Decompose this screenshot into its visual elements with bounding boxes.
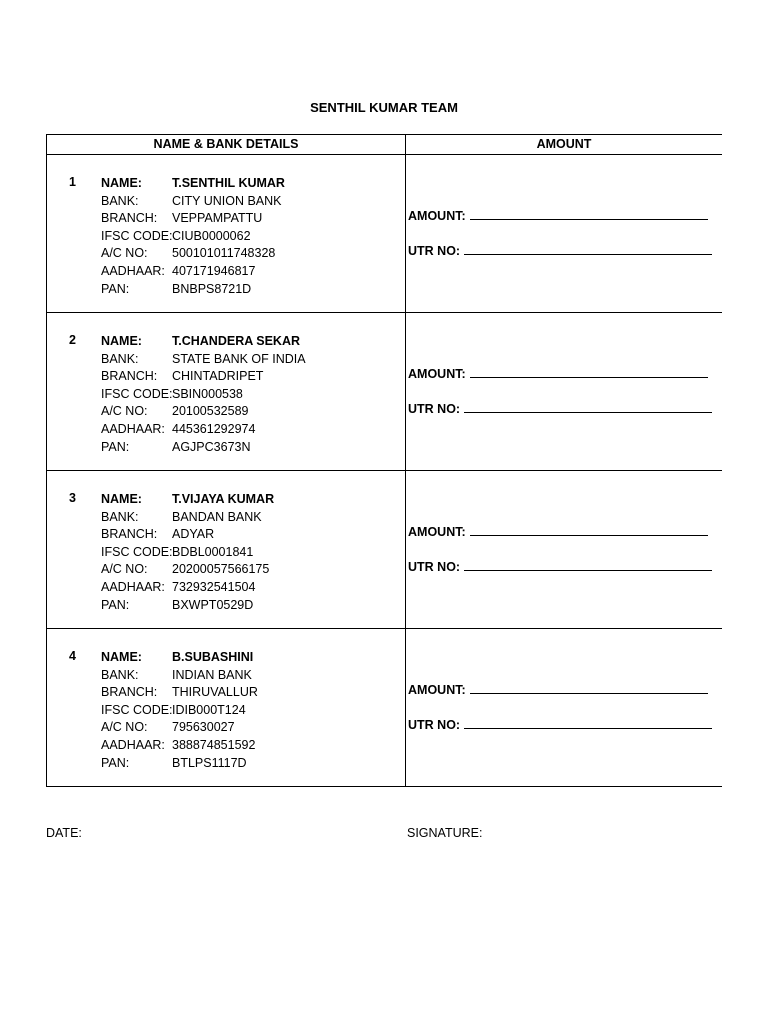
amount-cell [406, 155, 722, 312]
ifsc-label: IFSC CODE: [101, 386, 173, 401]
details-fields [101, 649, 258, 772]
bank-label: BANK: [101, 193, 139, 208]
ifsc-label: IFSC CODE: [101, 228, 173, 243]
aadhaar-value: 407171946817 [172, 263, 256, 278]
row-number: 4 [69, 649, 76, 663]
amount-field[interactable] [408, 525, 708, 539]
aadhaar-label: AADHAAR: [101, 421, 165, 436]
utr-blank-line[interactable] [464, 402, 712, 413]
bank-label: BANK: [101, 509, 139, 524]
ac-label: A/C NO: [101, 404, 148, 419]
amount-field[interactable] [408, 683, 708, 697]
document-title: SENTHIL KUMAR TEAM [310, 100, 458, 115]
name-value: T.VIJAYA KUMAR [172, 492, 275, 506]
utr-field[interactable] [408, 560, 712, 574]
ifsc-value: CIUB0000062 [172, 228, 251, 243]
table-header [47, 135, 722, 155]
table-row [47, 471, 722, 629]
name-label: NAME: [101, 492, 142, 506]
branch-label: BRANCH: [101, 211, 158, 226]
name-value: T.SENTHIL KUMAR [172, 176, 285, 190]
utr-field[interactable] [408, 718, 712, 732]
ac-value: 20200057566175 [172, 562, 270, 577]
utr-label: UTR NO: [408, 718, 461, 732]
ifsc-label: IFSC CODE: [101, 702, 173, 717]
amount-cell [406, 629, 722, 786]
ac-value: 500101011748328 [172, 246, 276, 261]
branch-label: BRANCH: [101, 685, 158, 700]
signature-label: SIGNATURE: [407, 826, 483, 840]
ac-value: 795630027 [172, 720, 235, 735]
table-row [47, 155, 722, 313]
amount-label: AMOUNT: [408, 367, 466, 381]
ifsc-value: SBIN000538 [172, 386, 243, 401]
bank-label: BANK: [101, 667, 139, 682]
ac-value: 20100532589 [172, 404, 249, 419]
pan-label: PAN: [101, 597, 130, 612]
table-row [47, 313, 722, 471]
ifsc-label: IFSC CODE: [101, 544, 173, 559]
branch-value: ADYAR [172, 527, 215, 542]
aadhaar-value: 388874851592 [172, 737, 256, 752]
branch-value: THIRUVALLUR [172, 685, 258, 700]
details-cell [47, 313, 406, 470]
ac-label: A/C NO: [101, 720, 148, 735]
aadhaar-label: AADHAAR: [101, 579, 165, 594]
details-cell [47, 155, 406, 312]
aadhaar-value: 732932541504 [172, 579, 256, 594]
branch-value: CHINTADRIPET [172, 369, 264, 384]
amount-label: AMOUNT: [408, 209, 466, 223]
bank-value: STATE BANK OF INDIA [172, 351, 306, 366]
date-label: DATE: [46, 826, 82, 840]
amount-blank-line[interactable] [470, 683, 708, 694]
amount-field[interactable] [408, 367, 708, 381]
details-fields [101, 491, 274, 614]
name-label: NAME: [101, 334, 142, 348]
branch-label: BRANCH: [101, 527, 158, 542]
table-row [47, 629, 722, 787]
details-fields [101, 175, 285, 298]
utr-label: UTR NO: [408, 560, 461, 574]
row-number: 2 [69, 333, 76, 347]
aadhaar-label: AADHAAR: [101, 737, 165, 752]
header-amount: AMOUNT [536, 137, 592, 151]
bank-value: INDIAN BANK [172, 667, 252, 682]
name-value: B.SUBASHINI [172, 650, 254, 664]
branch-value: VEPPAMPATTU [172, 211, 263, 226]
amount-field[interactable] [408, 209, 708, 223]
branch-label: BRANCH: [101, 369, 158, 384]
pan-label: PAN: [101, 755, 130, 770]
amount-label: AMOUNT: [408, 683, 466, 697]
aadhaar-value: 445361292974 [172, 421, 256, 436]
bank-value: CITY UNION BANK [172, 193, 282, 208]
details-fields [101, 333, 306, 456]
aadhaar-label: AADHAAR: [101, 263, 165, 278]
amount-blank-line[interactable] [470, 525, 708, 536]
utr-label: UTR NO: [408, 402, 461, 416]
pan-value: BTLPS1117D [172, 755, 247, 770]
amount-cell [406, 313, 722, 470]
header-details: NAME & BANK DETAILS [47, 135, 406, 154]
pan-label: PAN: [101, 439, 130, 454]
utr-blank-line[interactable] [464, 718, 712, 729]
utr-field[interactable] [408, 244, 712, 258]
row-number: 3 [69, 491, 76, 505]
details-cell [47, 471, 406, 628]
ac-label: A/C NO: [101, 562, 148, 577]
ifsc-value: IDIB000T124 [172, 702, 246, 717]
name-label: NAME: [101, 176, 142, 190]
team-table [46, 134, 722, 787]
utr-blank-line[interactable] [464, 244, 712, 255]
pan-value: BNBPS8721D [172, 281, 252, 296]
name-value: T.CHANDERA SEKAR [172, 334, 301, 348]
pan-label: PAN: [101, 281, 130, 296]
amount-label: AMOUNT: [408, 525, 466, 539]
name-label: NAME: [101, 650, 142, 664]
details-cell [47, 629, 406, 786]
amount-blank-line[interactable] [470, 209, 708, 220]
utr-blank-line[interactable] [464, 560, 712, 571]
row-number: 1 [69, 175, 76, 189]
utr-label: UTR NO: [408, 244, 461, 258]
amount-blank-line[interactable] [470, 367, 708, 378]
amount-cell [406, 471, 722, 628]
bank-value: BANDAN BANK [172, 509, 262, 524]
bank-label: BANK: [101, 351, 139, 366]
pan-value: BXWPT0529D [172, 597, 254, 612]
utr-field[interactable] [408, 402, 712, 416]
pan-value: AGJPC3673N [172, 439, 251, 454]
ifsc-value: BDBL0001841 [172, 544, 254, 559]
ac-label: A/C NO: [101, 246, 148, 261]
